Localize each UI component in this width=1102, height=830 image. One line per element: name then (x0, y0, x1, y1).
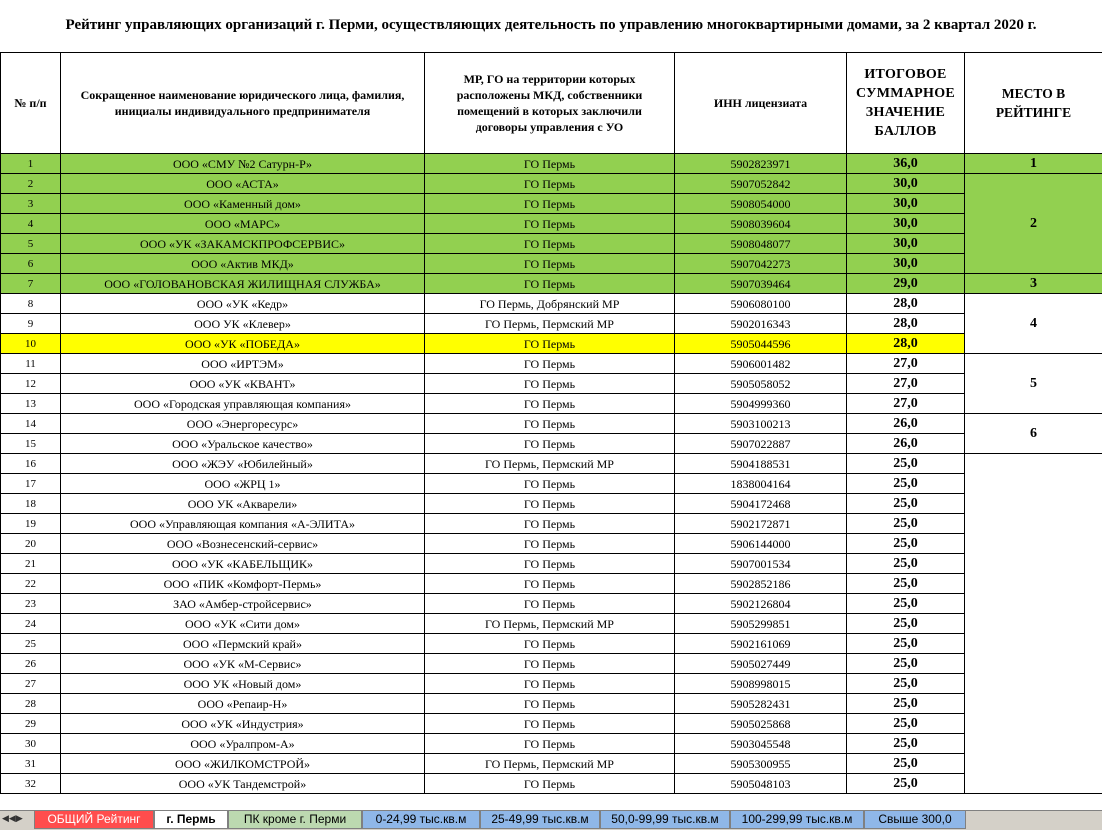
cell-score[interactable]: 27,0 (847, 394, 965, 414)
cell-area[interactable]: ГО Пермь (425, 174, 675, 194)
cell-num[interactable]: 29 (1, 714, 61, 734)
cell-score[interactable]: 28,0 (847, 314, 965, 334)
cell-score[interactable]: 25,0 (847, 674, 965, 694)
sheet-tab[interactable]: 25-49,99 тыс.кв.м (480, 811, 600, 829)
cell-rank[interactable] (965, 454, 1102, 794)
cell-name[interactable]: ООО «Управляющая компания «А-ЭЛИТА» (61, 514, 425, 534)
cell-inn[interactable]: 5907001534 (675, 554, 847, 574)
sheet-tab[interactable]: г. Пермь (154, 811, 228, 829)
table-row (1, 494, 1102, 514)
cell-score[interactable]: 25,0 (847, 554, 965, 574)
tab-scroll-arrows-icon[interactable]: ◀◀▶ (2, 813, 30, 826)
cell-area[interactable]: ГО Пермь (425, 414, 675, 434)
cell-inn[interactable]: 5905058052 (675, 374, 847, 394)
cell-num[interactable]: 18 (1, 494, 61, 514)
sheet-tab[interactable]: 0-24,99 тыс.кв.м (362, 811, 480, 829)
cell-area[interactable]: ГО Пермь (425, 774, 675, 794)
cell-inn[interactable]: 1838004164 (675, 474, 847, 494)
cell-score[interactable]: 25,0 (847, 534, 965, 554)
table-row (1, 374, 1102, 394)
table-row (1, 414, 1102, 434)
table-row (1, 574, 1102, 594)
cell-num[interactable]: 9 (1, 314, 61, 334)
cell-score[interactable]: 28,0 (847, 334, 965, 354)
cell-num[interactable]: 20 (1, 534, 61, 554)
cell-num[interactable]: 25 (1, 634, 61, 654)
cell-area[interactable]: ГО Пермь (425, 674, 675, 694)
cell-name[interactable]: ООО «ИРТЭМ» (61, 354, 425, 374)
table-row (1, 594, 1102, 614)
table-row (1, 174, 1102, 194)
cell-num[interactable]: 3 (1, 194, 61, 214)
cell-inn[interactable]: 5908054000 (675, 194, 847, 214)
cell-num[interactable]: 26 (1, 654, 61, 674)
cell-score[interactable]: 27,0 (847, 374, 965, 394)
cell-score[interactable]: 25,0 (847, 694, 965, 714)
table-row (1, 474, 1102, 494)
cell-area[interactable]: ГО Пермь (425, 254, 675, 274)
table-row (1, 154, 1102, 174)
table-row (1, 734, 1102, 754)
cell-score[interactable]: 26,0 (847, 414, 965, 434)
cell-area[interactable]: ГО Пермь (425, 574, 675, 594)
cell-area[interactable]: ГО Пермь (425, 194, 675, 214)
table-row (1, 554, 1102, 574)
cell-area[interactable]: ГО Пермь (425, 734, 675, 754)
table-row (1, 714, 1102, 734)
cell-inn[interactable]: 5905282431 (675, 694, 847, 714)
cell-num[interactable]: 16 (1, 454, 61, 474)
table-row (1, 314, 1102, 334)
cell-inn[interactable]: 5902126804 (675, 594, 847, 614)
cell-num[interactable]: 4 (1, 214, 61, 234)
cell-num[interactable]: 8 (1, 294, 61, 314)
cell-area[interactable]: ГО Пермь (425, 594, 675, 614)
sheet-title: Рейтинг управляющих организаций г. Перми, осуществляющих деятельность по управлению многоквартирными домами, за 2 квартал 2020 г. (0, 0, 1102, 52)
cell-score[interactable]: 25,0 (847, 574, 965, 594)
cell-name[interactable]: ООО «ЖРЦ 1» (61, 474, 425, 494)
cell-area[interactable]: ГО Пермь (425, 694, 675, 714)
cell-score[interactable]: 25,0 (847, 714, 965, 734)
cell-area[interactable]: ГО Пермь (425, 634, 675, 654)
cell-area[interactable]: ГО Пермь (425, 374, 675, 394)
cell-name[interactable]: ООО УК «Клевер» (61, 314, 425, 334)
table-row (1, 434, 1102, 454)
cell-inn[interactable]: 5903100213 (675, 414, 847, 434)
cell-num[interactable]: 30 (1, 734, 61, 754)
cell-inn[interactable]: 5902172871 (675, 514, 847, 534)
cell-area[interactable]: ГО Пермь (425, 354, 675, 374)
cell-area[interactable]: ГО Пермь, Пермский МР (425, 454, 675, 474)
header-inn[interactable]: ИНН лицензиата (675, 53, 847, 154)
cell-score[interactable]: 25,0 (847, 734, 965, 754)
cell-inn[interactable]: 5906144000 (675, 534, 847, 554)
cell-num[interactable]: 32 (1, 774, 61, 794)
cell-score[interactable]: 26,0 (847, 434, 965, 454)
cell-inn[interactable]: 5903045548 (675, 734, 847, 754)
cell-name[interactable]: ООО «УК «Кедр» (61, 294, 425, 314)
header-name[interactable]: Сокращенное наименование юридического лица, фамилия, инициалы индивидуального предпринимателя (61, 53, 425, 154)
cell-area[interactable]: ГО Пермь (425, 514, 675, 534)
cell-num[interactable]: 13 (1, 394, 61, 414)
cell-name[interactable]: ООО «ЖЭУ «Юбилейный» (61, 454, 425, 474)
sheet-tab[interactable]: Свыше 300,0 (864, 811, 966, 829)
cell-area[interactable]: ГО Пермь (425, 334, 675, 354)
header-score[interactable]: ИТОГОВОЕ СУММАРНОЕ ЗНАЧЕНИЕ БАЛЛОВ (847, 53, 965, 154)
cell-inn[interactable]: 5904188531 (675, 454, 847, 474)
table-row (1, 234, 1102, 254)
cell-rank[interactable]: 3 (965, 274, 1102, 294)
cell-num[interactable]: 12 (1, 374, 61, 394)
cell-name[interactable]: ООО «ЖИЛКОМСТРОЙ» (61, 754, 425, 774)
cell-num[interactable]: 24 (1, 614, 61, 634)
header-num[interactable]: № п/п (1, 53, 61, 154)
cell-area[interactable]: ГО Пермь (425, 394, 675, 414)
table-row (1, 514, 1102, 534)
cell-score[interactable]: 25,0 (847, 514, 965, 534)
cell-inn[interactable]: 5907022887 (675, 434, 847, 454)
cell-rank[interactable]: 4 (965, 294, 1102, 354)
header-rank[interactable]: МЕСТО В РЕЙТИНГЕ (965, 53, 1102, 154)
cell-num[interactable]: 15 (1, 434, 61, 454)
cell-inn[interactable]: 5905027449 (675, 654, 847, 674)
cell-num[interactable]: 21 (1, 554, 61, 574)
cell-score[interactable]: 25,0 (847, 654, 965, 674)
table-row (1, 294, 1102, 314)
cell-name[interactable]: ООО «УК «ПОБЕДА» (61, 334, 425, 354)
cell-score[interactable]: 25,0 (847, 474, 965, 494)
cell-score[interactable]: 25,0 (847, 614, 965, 634)
cell-score[interactable]: 27,0 (847, 354, 965, 374)
cell-score[interactable]: 25,0 (847, 494, 965, 514)
cell-inn[interactable]: 5902823971 (675, 154, 847, 174)
cell-area[interactable]: ГО Пермь (425, 234, 675, 254)
cell-name[interactable]: ООО УК «Акварели» (61, 494, 425, 514)
cell-name[interactable]: ООО УК «Новый дом» (61, 674, 425, 694)
cell-rank[interactable]: 2 (965, 174, 1102, 274)
cell-score[interactable]: 30,0 (847, 234, 965, 254)
cell-score[interactable]: 25,0 (847, 754, 965, 774)
cell-inn[interactable]: 5904999360 (675, 394, 847, 414)
cell-name[interactable]: ООО «Энергоресурс» (61, 414, 425, 434)
rating-table (0, 52, 1102, 794)
header-row (1, 53, 1102, 154)
cell-score[interactable]: 30,0 (847, 214, 965, 234)
table-row (1, 674, 1102, 694)
cell-area[interactable]: ГО Пермь, Пермский МР (425, 754, 675, 774)
cell-inn[interactable]: 5908048077 (675, 234, 847, 254)
cell-num[interactable]: 31 (1, 754, 61, 774)
cell-name[interactable]: ООО «УК «М-Сервис» (61, 654, 425, 674)
cell-area[interactable]: ГО Пермь (425, 654, 675, 674)
table-row (1, 634, 1102, 654)
cell-num[interactable]: 7 (1, 274, 61, 294)
cell-score[interactable]: 30,0 (847, 254, 965, 274)
cell-num[interactable]: 14 (1, 414, 61, 434)
cell-name[interactable]: ООО «Уральское качество» (61, 434, 425, 454)
cell-area[interactable]: ГО Пермь (425, 214, 675, 234)
header-area[interactable]: МР, ГО на территории которых расположены МКД, собственники помещений в которых заключили договоры управления с УО (425, 53, 675, 154)
cell-inn[interactable]: 5907039464 (675, 274, 847, 294)
cell-inn[interactable]: 5908998015 (675, 674, 847, 694)
table-row (1, 454, 1102, 474)
table-row (1, 254, 1102, 274)
cell-inn[interactable]: 5905044596 (675, 334, 847, 354)
cell-inn[interactable]: 5908039604 (675, 214, 847, 234)
cell-num[interactable]: 1 (1, 154, 61, 174)
table-row (1, 754, 1102, 774)
cell-inn[interactable]: 5905299851 (675, 614, 847, 634)
cell-num[interactable]: 22 (1, 574, 61, 594)
cell-inn[interactable]: 5902852186 (675, 574, 847, 594)
cell-name[interactable]: ООО «УК Тандемстрой» (61, 774, 425, 794)
cell-inn[interactable]: 5905025868 (675, 714, 847, 734)
cell-name[interactable]: ООО «УК «Сити дом» (61, 614, 425, 634)
cell-num[interactable]: 19 (1, 514, 61, 534)
cell-name[interactable]: ООО «УК «ЗАКАМСКПРОФСЕРВИС» (61, 234, 425, 254)
cell-name[interactable]: ЗАО «Амбер-стройсервис» (61, 594, 425, 614)
cell-area[interactable]: ГО Пермь (425, 534, 675, 554)
cell-inn[interactable]: 5906080100 (675, 294, 847, 314)
cell-area[interactable]: ГО Пермь (425, 554, 675, 574)
cell-inn[interactable]: 5905048103 (675, 774, 847, 794)
cell-num[interactable]: 23 (1, 594, 61, 614)
cell-area[interactable]: ГО Пермь (425, 714, 675, 734)
cell-name[interactable]: ООО «Пермский край» (61, 634, 425, 654)
cell-rank[interactable]: 6 (965, 414, 1102, 454)
table-row (1, 334, 1102, 354)
cell-inn[interactable]: 5902016343 (675, 314, 847, 334)
cell-num[interactable]: 5 (1, 234, 61, 254)
cell-num[interactable]: 2 (1, 174, 61, 194)
sheet-tab[interactable]: ПК кроме г. Перми (228, 811, 362, 829)
table-row (1, 214, 1102, 234)
cell-rank[interactable]: 1 (965, 154, 1102, 174)
cell-inn[interactable]: 5906001482 (675, 354, 847, 374)
cell-area[interactable]: ГО Пермь (425, 274, 675, 294)
cell-name[interactable]: ООО «УК «Индустрия» (61, 714, 425, 734)
cell-inn[interactable]: 5907052842 (675, 174, 847, 194)
cell-area[interactable]: ГО Пермь (425, 154, 675, 174)
cell-name[interactable]: ООО «МАРС» (61, 214, 425, 234)
cell-score[interactable]: 25,0 (847, 454, 965, 474)
table-row (1, 654, 1102, 674)
cell-score[interactable]: 28,0 (847, 294, 965, 314)
cell-name[interactable]: ООО «Городская управляющая компания» (61, 394, 425, 414)
cell-score[interactable]: 30,0 (847, 194, 965, 214)
sheet-tab[interactable]: 50,0-99,99 тыс.кв.м (600, 811, 730, 829)
cell-score[interactable]: 25,0 (847, 594, 965, 614)
table-body (1, 154, 1102, 794)
table-row (1, 534, 1102, 554)
cell-name[interactable]: ООО «УК «КАБЕЛЬЩИК» (61, 554, 425, 574)
table-row (1, 614, 1102, 634)
cell-name[interactable]: ООО «Репаир-Н» (61, 694, 425, 714)
cell-num[interactable]: 17 (1, 474, 61, 494)
cell-name[interactable]: ООО «ГОЛОВАНОВСКАЯ ЖИЛИЩНАЯ СЛУЖБА» (61, 274, 425, 294)
cell-name[interactable]: ООО «АСТА» (61, 174, 425, 194)
rating-table-viewport[interactable] (0, 52, 1102, 810)
cell-name[interactable]: ООО «ПИК «Комфорт-Пермь» (61, 574, 425, 594)
cell-inn[interactable]: 5905300955 (675, 754, 847, 774)
cell-score[interactable]: 29,0 (847, 274, 965, 294)
table-row (1, 774, 1102, 794)
sheet-tab[interactable]: 100-299,99 тыс.кв.м (730, 811, 864, 829)
cell-name[interactable]: ООО «УК «КВАНТ» (61, 374, 425, 394)
cell-area[interactable]: ГО Пермь, Добрянский МР (425, 294, 675, 314)
cell-area[interactable]: ГО Пермь (425, 434, 675, 454)
cell-score[interactable]: 25,0 (847, 634, 965, 654)
table-row (1, 354, 1102, 374)
cell-name[interactable]: ООО «Уралпром-А» (61, 734, 425, 754)
cell-area[interactable]: ГО Пермь (425, 494, 675, 514)
table-row (1, 274, 1102, 294)
sheet-tab[interactable]: ОБЩИЙ Рейтинг (34, 811, 154, 829)
cell-score[interactable]: 25,0 (847, 774, 965, 794)
cell-area[interactable]: ГО Пермь, Пермский МР (425, 314, 675, 334)
cell-area[interactable]: ГО Пермь (425, 474, 675, 494)
table-row (1, 194, 1102, 214)
cell-num[interactable]: 28 (1, 694, 61, 714)
cell-score[interactable]: 30,0 (847, 174, 965, 194)
table-row (1, 694, 1102, 714)
cell-score[interactable]: 36,0 (847, 154, 965, 174)
cell-inn[interactable]: 5904172468 (675, 494, 847, 514)
cell-name[interactable]: ООО «СМУ №2 Сатурн-Р» (61, 154, 425, 174)
cell-num[interactable]: 10 (1, 334, 61, 354)
cell-inn[interactable]: 5902161069 (675, 634, 847, 654)
cell-rank[interactable]: 5 (965, 354, 1102, 414)
cell-area[interactable]: ГО Пермь, Пермский МР (425, 614, 675, 634)
cell-name[interactable]: ООО «Актив МКД» (61, 254, 425, 274)
cell-num[interactable]: 6 (1, 254, 61, 274)
cell-num[interactable]: 11 (1, 354, 61, 374)
cell-name[interactable]: ООО «Вознесенский-сервис» (61, 534, 425, 554)
cell-name[interactable]: ООО «Каменный дом» (61, 194, 425, 214)
sheet-tab-bar (0, 810, 1102, 830)
table-row (1, 394, 1102, 414)
cell-num[interactable]: 27 (1, 674, 61, 694)
cell-inn[interactable]: 5907042273 (675, 254, 847, 274)
